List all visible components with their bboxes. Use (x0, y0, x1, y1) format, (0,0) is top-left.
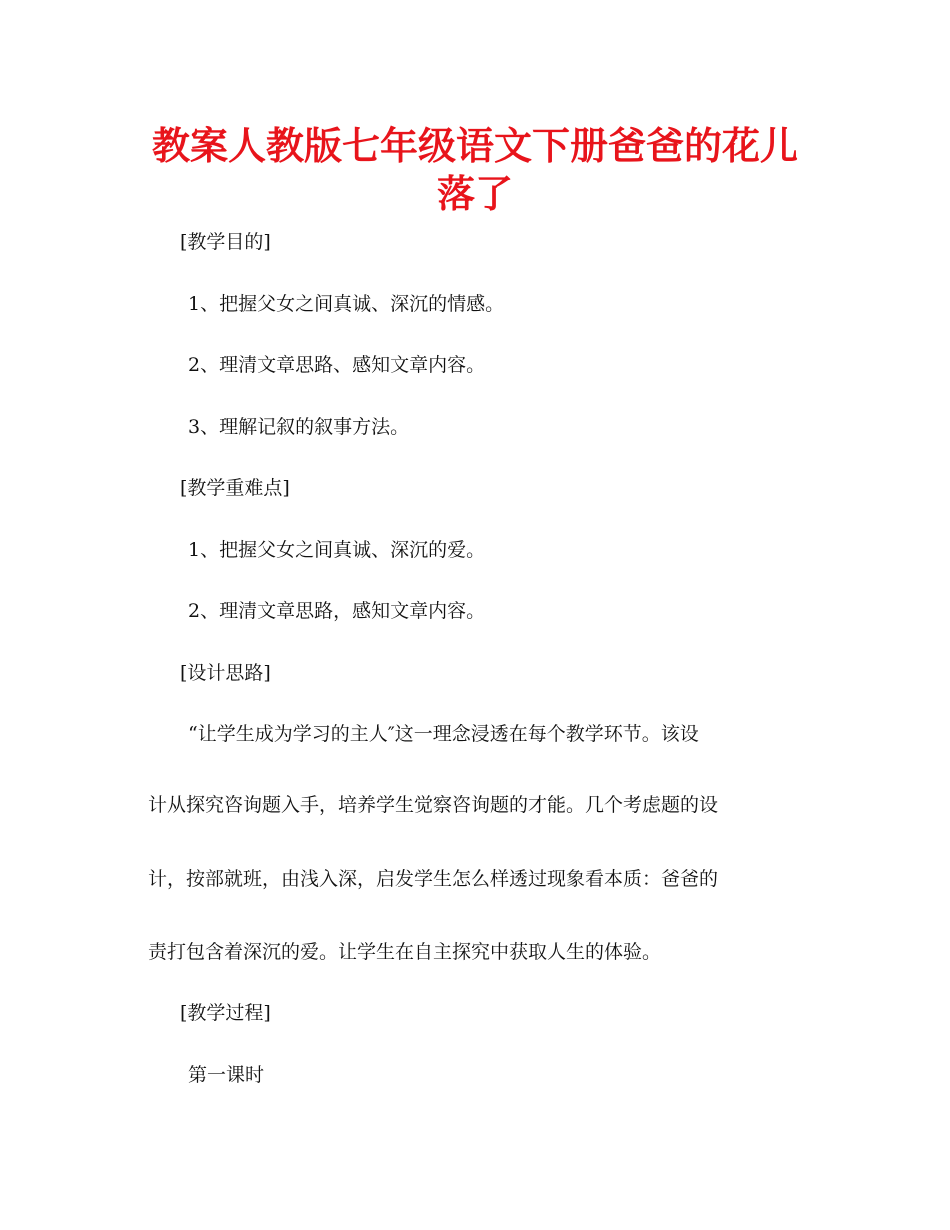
design-paragraph-line-4: 责打包含着深沉的爱。让学生在自主探究中获取人生的体验。 (148, 941, 662, 963)
design-paragraph-line-3: 计，按部就班，由浅入深，启发学生怎么样透过现象看本质：爸爸的 (148, 868, 719, 890)
key-point-item-1: 1、把握父女之间真诚、深沉的爱。 (188, 539, 486, 561)
design-paragraph-line-1: “让学生成为学习的主人″这一理念浸透在每个教学环节。该设 (188, 723, 699, 745)
objectives-heading: [教学目的] (180, 231, 271, 253)
first-lesson-label: 第一课时 (188, 1064, 265, 1086)
key-point-item-2: 2、理清文章思路，感知文章内容。 (188, 600, 486, 622)
process-heading: [教学过程] (180, 1002, 271, 1024)
design-paragraph-line-2: 计从探究咨询题入手，培养学生觉察咨询题的才能。几个考虑题的设 (148, 794, 719, 816)
document-title: 教案人教版七年级语文下册爸爸的花儿落了 (151, 124, 798, 216)
design-heading: [设计思路] (180, 662, 271, 684)
objective-item-3: 3、理解记叙的叙事方法。 (188, 416, 410, 438)
key-points-heading: [教学重难点] (180, 477, 290, 499)
objective-item-2: 2、理清文章思路、感知文章内容。 (188, 354, 486, 376)
objective-item-1: 1、把握父女之间真诚、深沉的情感。 (188, 293, 505, 315)
